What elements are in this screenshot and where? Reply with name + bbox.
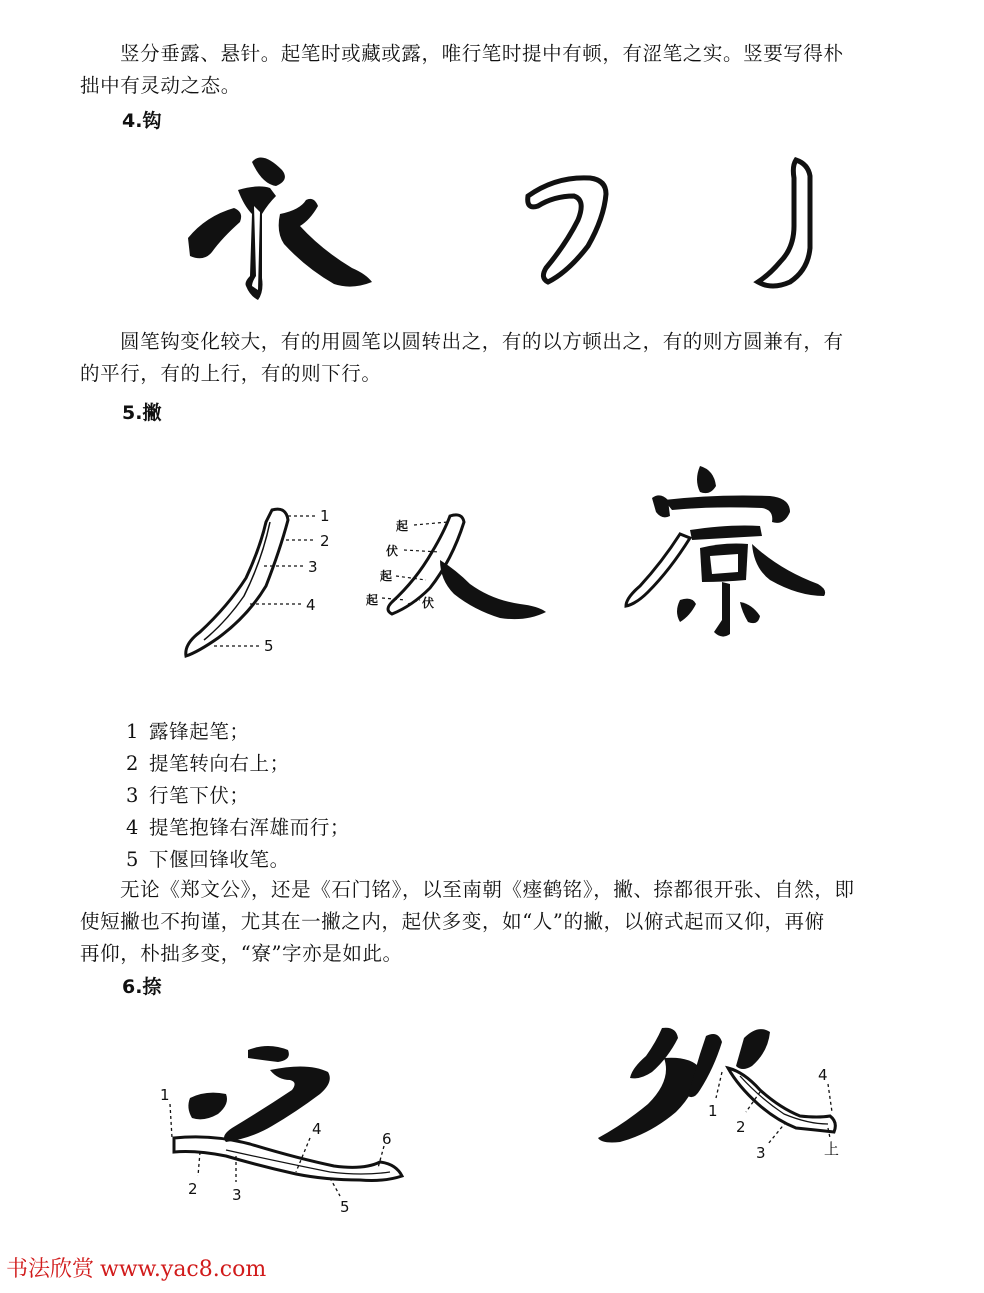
zhi-character-image: [188, 1046, 329, 1142]
ren-label-qi-2: 起: [380, 569, 393, 583]
ren-label-fu-2: 伏: [422, 596, 435, 610]
sweep-label-3: 3: [308, 558, 318, 576]
section-4-line-1: 圆笔钩变化较大，有的用圆笔以圆转出之，有的以方顿出之，有的则方圆兼有，有: [120, 330, 844, 353]
footer-url: www.yac8.com: [100, 1257, 267, 1282]
step-number: 2: [126, 752, 140, 775]
ren-label-qi-1: 起: [396, 519, 409, 533]
step-text: 露锋起笔；: [149, 720, 250, 743]
press-right-label-shang: 上: [824, 1140, 840, 1158]
press-left-label-6: 6: [382, 1130, 392, 1148]
press-left-label-4: 4: [312, 1120, 322, 1138]
step-text: 下偃回锋收笔。: [149, 848, 290, 871]
press-right-label-2: 2: [736, 1118, 746, 1136]
ren-label-qi-3: 起: [366, 593, 379, 607]
press-left-label-1: 1: [160, 1086, 170, 1104]
step-number: 4: [126, 816, 140, 839]
step-text: 行笔下伏；: [149, 784, 250, 807]
footer-site-name: 书法欣赏: [6, 1257, 95, 1282]
sweep-label-5: 5: [264, 637, 274, 655]
section-5-line-2: 使短撇也不拘谨，尤其在一撇之内，起伏多变，如“人”的撇，以俯式起而又仰，再俯: [80, 910, 825, 933]
press-left-label-5: 5: [340, 1198, 350, 1216]
press-left-label-2: 2: [188, 1180, 198, 1198]
intro-line-1: 竖分垂露、悬针。起笔时或藏或露，唯行笔时提中有顿，有涩笔之实。竖要写得朴: [120, 42, 844, 65]
sweep-label-2: 2: [320, 532, 330, 550]
section-4-line-2: 的平行，有的上行，有的则下行。: [80, 362, 382, 385]
press-left-label-3: 3: [232, 1186, 242, 1204]
press-right-label-4: 4: [818, 1066, 828, 1084]
sweep-label-4: 4: [306, 596, 316, 614]
footer-watermark: [6, 1252, 266, 1283]
section-5-heading: 5.撇: [122, 402, 162, 424]
section-6-heading: 6.捺: [122, 976, 162, 998]
step-number: 1: [126, 720, 140, 743]
section-5-line-1: 无论《郑文公》，还是《石门铭》，以至南朝《瘗鹤铭》，撇、捺都很开张、自然，即: [120, 878, 855, 901]
section-5-line-3: 再仰，朴拙多变，“寮”字亦是如此。: [80, 942, 403, 965]
step-text: 提笔转向右上；: [149, 752, 290, 775]
intro-line-2: 拙中有灵动之态。: [80, 74, 241, 97]
step-number: 5: [126, 848, 140, 871]
press-right-label-3: 3: [756, 1144, 766, 1162]
press-right-label-1: 1: [708, 1102, 718, 1120]
section-4-heading: 4.钩: [122, 110, 162, 132]
ren-label-fu-1: 伏: [386, 544, 399, 558]
sweep-label-1: 1: [320, 507, 330, 525]
step-number: 3: [126, 784, 140, 807]
step-text: 提笔抱锋右浑雄而行；: [149, 816, 351, 839]
